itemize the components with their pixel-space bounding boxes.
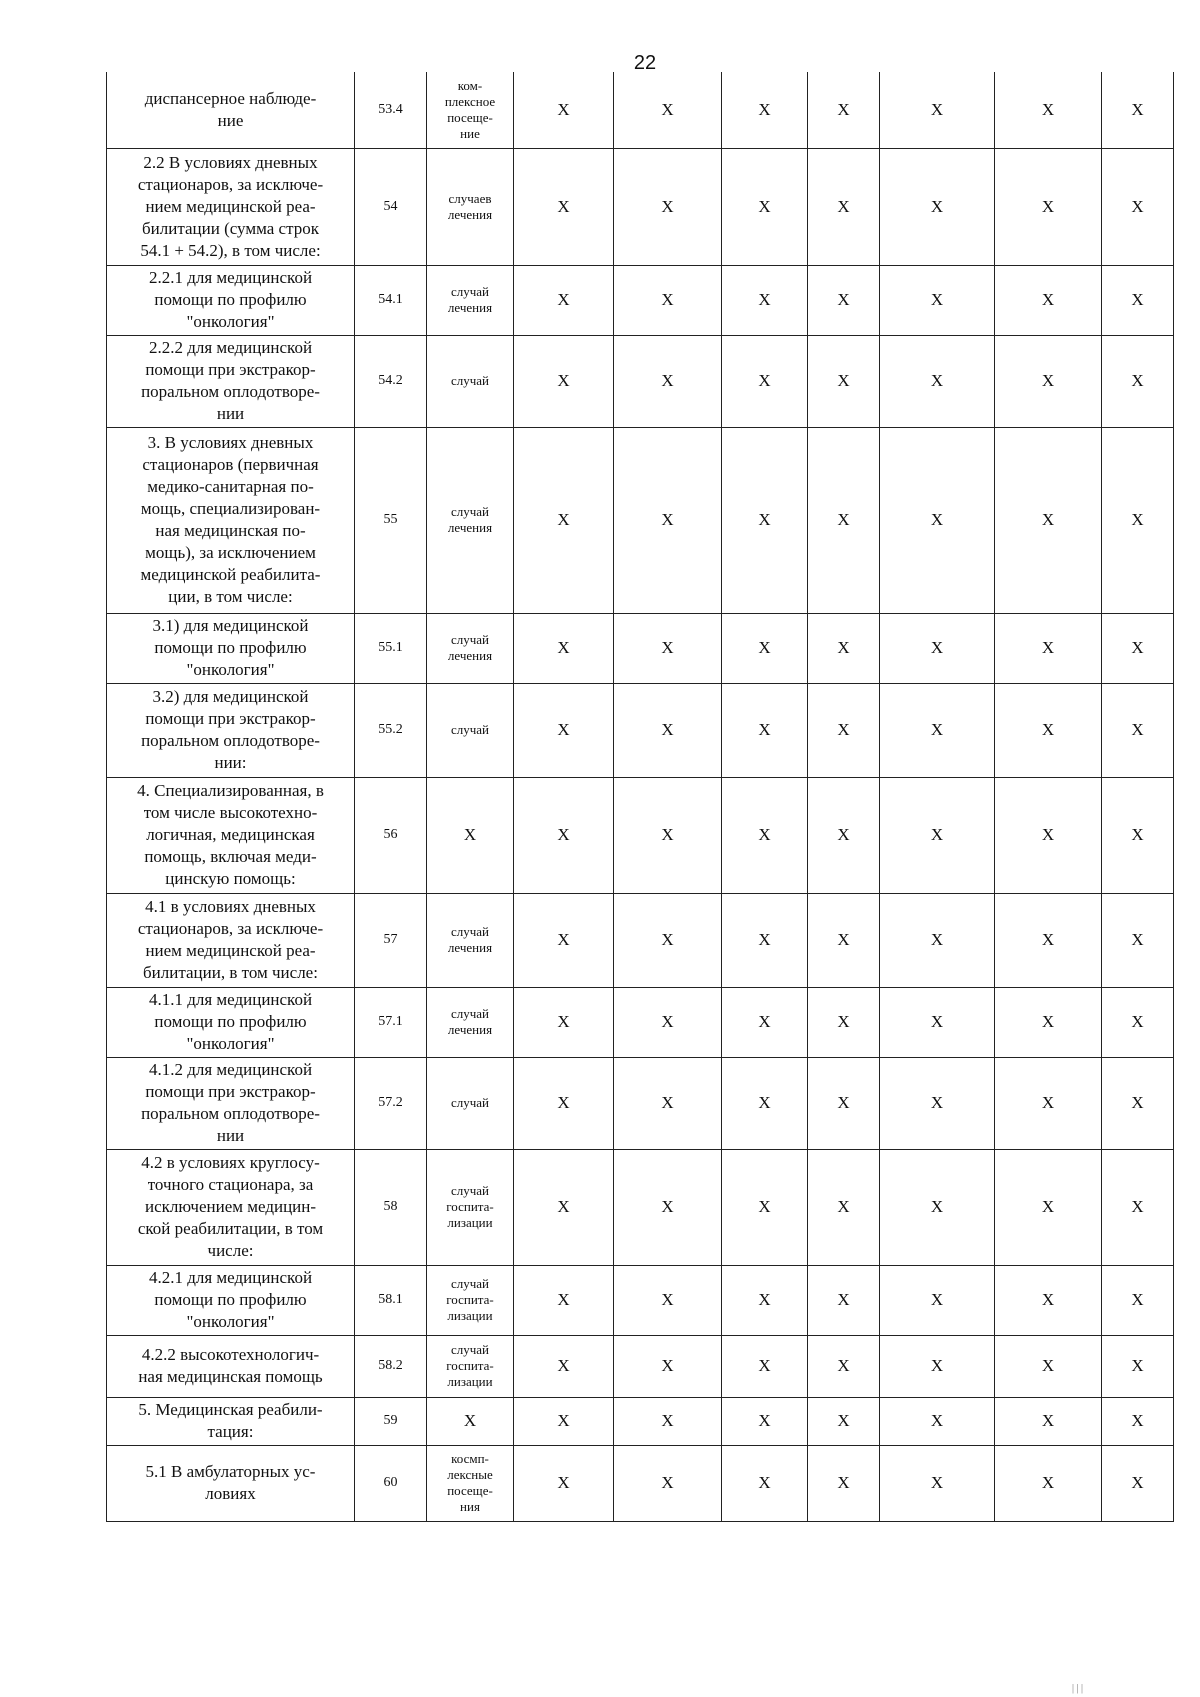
row-description: 4.2.1 для медицинской помощи по профилю "онкология"	[107, 1265, 355, 1335]
value-cell: X	[880, 265, 995, 335]
row-code: 54.1	[355, 265, 427, 335]
value-cell: X	[1102, 1397, 1174, 1445]
value-cell: X	[614, 1057, 722, 1149]
row-code: 55	[355, 427, 427, 613]
value-cell: X	[514, 427, 614, 613]
table-row	[107, 893, 1174, 987]
row-code: 59	[355, 1397, 427, 1445]
value-cell: X	[880, 893, 995, 987]
value-cell: X	[880, 777, 995, 893]
value-cell: X	[995, 1397, 1102, 1445]
value-cell: X	[1102, 1265, 1174, 1335]
row-code: 55.1	[355, 613, 427, 683]
row-description: 3. В условиях дневных стационаров (первичная медико-санитарная по- мощь, специализирован- ная медицинская по- мощь), за исключением медицинской реабилита- ции, в том числе:	[107, 427, 355, 613]
value-cell: X	[808, 1265, 880, 1335]
row-code: 58	[355, 1149, 427, 1265]
value-cell: X	[614, 1335, 722, 1397]
row-code: 57	[355, 893, 427, 987]
value-cell: X	[614, 72, 722, 148]
value-cell: X	[1102, 427, 1174, 613]
value-cell: X	[614, 1265, 722, 1335]
value-cell: X	[722, 265, 808, 335]
scan-marks: | | |	[1072, 1683, 1084, 1694]
value-cell: X	[808, 335, 880, 427]
value-cell: X	[808, 893, 880, 987]
row-description: 3.1) для медицинской помощи по профилю "онкология"	[107, 613, 355, 683]
value-cell: X	[514, 987, 614, 1057]
table-row	[107, 335, 1174, 427]
row-description: 4.2 в условиях круглосу- точного стационара, за исключением медицин- ской реабилитации, в том числе:	[107, 1149, 355, 1265]
value-cell: X	[880, 148, 995, 265]
value-cell: X	[995, 335, 1102, 427]
table-row	[107, 987, 1174, 1057]
value-cell: X	[808, 777, 880, 893]
value-cell: X	[995, 683, 1102, 777]
value-cell: X	[995, 1445, 1102, 1521]
row-code: 58.2	[355, 1335, 427, 1397]
value-cell: X	[995, 1057, 1102, 1149]
value-cell: X	[808, 1445, 880, 1521]
table-row	[107, 265, 1174, 335]
value-cell: X	[614, 613, 722, 683]
value-cell: X	[722, 1057, 808, 1149]
row-unit: космп- лексные посеще- ния	[427, 1445, 514, 1521]
value-cell: X	[514, 613, 614, 683]
value-cell: X	[722, 777, 808, 893]
value-cell: X	[995, 1335, 1102, 1397]
value-cell: X	[514, 1397, 614, 1445]
value-cell: X	[995, 265, 1102, 335]
value-cell: X	[808, 987, 880, 1057]
value-cell: X	[614, 987, 722, 1057]
value-cell: X	[808, 1057, 880, 1149]
row-description: 2.2.1 для медицинской помощи по профилю "онкология"	[107, 265, 355, 335]
value-cell: X	[808, 613, 880, 683]
row-unit: случай госпита- лизации	[427, 1149, 514, 1265]
row-unit: случай	[427, 683, 514, 777]
table-row	[107, 1149, 1174, 1265]
row-description: 4.2.2 высокотехнологич- ная медицинская помощь	[107, 1335, 355, 1397]
row-unit: X	[427, 777, 514, 893]
value-cell: X	[514, 1445, 614, 1521]
value-cell: X	[614, 1149, 722, 1265]
row-unit: случай	[427, 335, 514, 427]
value-cell: X	[880, 987, 995, 1057]
value-cell: X	[514, 148, 614, 265]
value-cell: X	[880, 1149, 995, 1265]
value-cell: X	[514, 72, 614, 148]
value-cell: X	[722, 1397, 808, 1445]
table-row	[107, 1397, 1174, 1445]
value-cell: X	[614, 777, 722, 893]
value-cell: X	[808, 1335, 880, 1397]
value-cell: X	[722, 1445, 808, 1521]
row-description: 4.1 в условиях дневных стационаров, за исключе- нием медицинской реа- билитации, в том числе:	[107, 893, 355, 987]
value-cell: X	[995, 777, 1102, 893]
value-cell: X	[614, 1397, 722, 1445]
value-cell: X	[995, 72, 1102, 148]
value-cell: X	[722, 148, 808, 265]
table-row	[107, 1335, 1174, 1397]
value-cell: X	[1102, 1149, 1174, 1265]
row-description: 2.2 В условиях дневных стационаров, за исключе- нием медицинской реа- билитации (сумма строк 54.1 + 54.2), в том числе:	[107, 148, 355, 265]
value-cell: X	[808, 1149, 880, 1265]
value-cell: X	[1102, 1335, 1174, 1397]
row-code: 58.1	[355, 1265, 427, 1335]
value-cell: X	[722, 987, 808, 1057]
table-row	[107, 72, 1174, 148]
value-cell: X	[880, 335, 995, 427]
data-table	[106, 72, 1174, 1522]
value-cell: X	[880, 1397, 995, 1445]
value-cell: X	[880, 1057, 995, 1149]
value-cell: X	[1102, 1057, 1174, 1149]
table-row	[107, 1445, 1174, 1521]
value-cell: X	[1102, 148, 1174, 265]
value-cell: X	[514, 1057, 614, 1149]
value-cell: X	[514, 335, 614, 427]
value-cell: X	[514, 1149, 614, 1265]
value-cell: X	[880, 1445, 995, 1521]
row-unit: ком- плексное посеще- ние	[427, 72, 514, 148]
row-description: диспансерное наблюде- ние	[107, 72, 355, 148]
value-cell: X	[995, 987, 1102, 1057]
value-cell: X	[722, 613, 808, 683]
value-cell: X	[722, 1265, 808, 1335]
row-unit: случаев лечения	[427, 148, 514, 265]
value-cell: X	[1102, 893, 1174, 987]
value-cell: X	[722, 335, 808, 427]
row-description: 5. Медицинская реабили- тация:	[107, 1397, 355, 1445]
value-cell: X	[614, 893, 722, 987]
row-description: 3.2) для медицинской помощи при экстракор- поральном оплодотворе- нии:	[107, 683, 355, 777]
value-cell: X	[880, 1265, 995, 1335]
value-cell: X	[995, 427, 1102, 613]
row-code: 54.2	[355, 335, 427, 427]
value-cell: X	[808, 265, 880, 335]
value-cell: X	[995, 148, 1102, 265]
row-code: 56	[355, 777, 427, 893]
value-cell: X	[808, 148, 880, 265]
value-cell: X	[880, 1335, 995, 1397]
row-description: 2.2.2 для медицинской помощи при экстракор- поральном оплодотворе- нии	[107, 335, 355, 427]
row-code: 54	[355, 148, 427, 265]
row-description: 4.1.2 для медицинской помощи при экстракор- поральном оплодотворе- нии	[107, 1057, 355, 1149]
value-cell: X	[614, 148, 722, 265]
table-row	[107, 148, 1174, 265]
value-cell: X	[1102, 777, 1174, 893]
value-cell: X	[514, 683, 614, 777]
value-cell: X	[614, 265, 722, 335]
row-code: 60	[355, 1445, 427, 1521]
row-unit: X	[427, 1397, 514, 1445]
row-code: 57.2	[355, 1057, 427, 1149]
value-cell: X	[995, 1149, 1102, 1265]
value-cell: X	[995, 613, 1102, 683]
value-cell: X	[880, 683, 995, 777]
value-cell: X	[1102, 335, 1174, 427]
table-row	[107, 613, 1174, 683]
row-code: 55.2	[355, 683, 427, 777]
row-unit: случай лечения	[427, 613, 514, 683]
value-cell: X	[1102, 613, 1174, 683]
value-cell: X	[880, 613, 995, 683]
value-cell: X	[614, 1445, 722, 1521]
value-cell: X	[722, 893, 808, 987]
row-unit: случай	[427, 1057, 514, 1149]
value-cell: X	[614, 335, 722, 427]
value-cell: X	[1102, 1445, 1174, 1521]
row-unit: случай лечения	[427, 265, 514, 335]
row-unit: случай госпита- лизации	[427, 1265, 514, 1335]
row-unit: случай госпита- лизации	[427, 1335, 514, 1397]
value-cell: X	[808, 683, 880, 777]
table-row	[107, 777, 1174, 893]
table-row	[107, 683, 1174, 777]
row-code: 53.4	[355, 72, 427, 148]
table-row	[107, 1265, 1174, 1335]
row-description: 4.1.1 для медицинской помощи по профилю "онкология"	[107, 987, 355, 1057]
value-cell: X	[880, 72, 995, 148]
value-cell: X	[722, 1335, 808, 1397]
value-cell: X	[880, 427, 995, 613]
value-cell: X	[514, 777, 614, 893]
value-cell: X	[722, 683, 808, 777]
row-description: 4. Специализированная, в том числе высокотехно- логичная, медицинская помощь, включая меди- цинскую помощь:	[107, 777, 355, 893]
value-cell: X	[1102, 265, 1174, 335]
value-cell: X	[614, 683, 722, 777]
value-cell: X	[514, 265, 614, 335]
row-unit: случай лечения	[427, 893, 514, 987]
row-unit: случай лечения	[427, 987, 514, 1057]
value-cell: X	[808, 1397, 880, 1445]
table-row	[107, 1057, 1174, 1149]
value-cell: X	[995, 893, 1102, 987]
value-cell: X	[514, 893, 614, 987]
value-cell: X	[995, 1265, 1102, 1335]
row-code: 57.1	[355, 987, 427, 1057]
row-unit: случай лечения	[427, 427, 514, 613]
table-row	[107, 427, 1174, 613]
row-description: 5.1 В амбулаторных ус- ловиях	[107, 1445, 355, 1521]
value-cell: X	[514, 1335, 614, 1397]
value-cell: X	[614, 427, 722, 613]
value-cell: X	[1102, 72, 1174, 148]
page-number: 22	[633, 52, 657, 74]
value-cell: X	[808, 72, 880, 148]
value-cell: X	[514, 1265, 614, 1335]
value-cell: X	[808, 427, 880, 613]
value-cell: X	[1102, 987, 1174, 1057]
value-cell: X	[722, 427, 808, 613]
value-cell: X	[1102, 683, 1174, 777]
value-cell: X	[722, 72, 808, 148]
value-cell: X	[722, 1149, 808, 1265]
